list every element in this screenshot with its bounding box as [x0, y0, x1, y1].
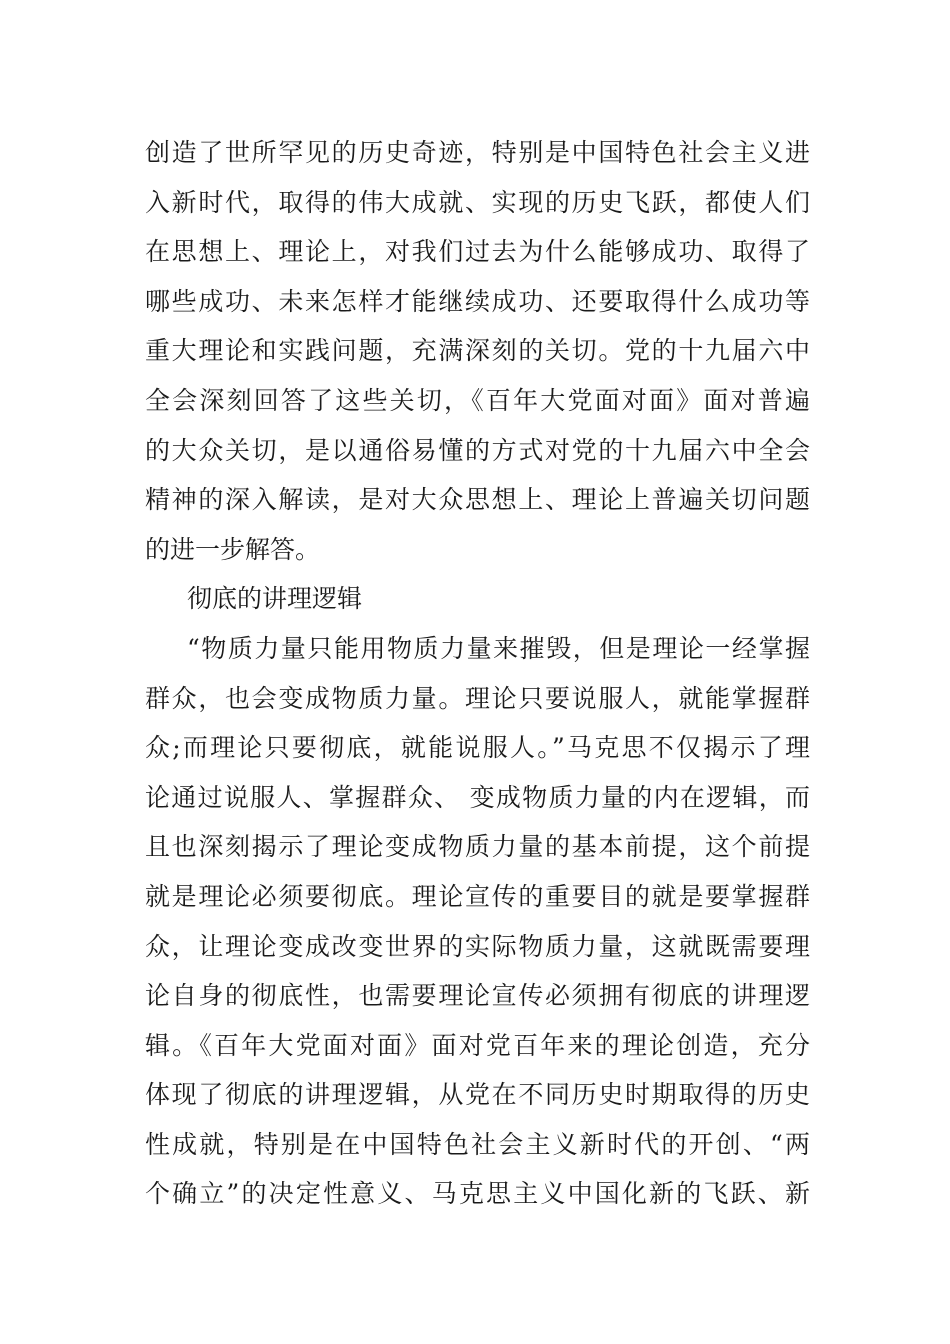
paragraph-line: 众，让理论变成改变世界的实际物质力量，这就既需要理 [145, 931, 810, 961]
paragraph-line: 哪些成功、未来怎样才能继续成功、还要取得什么成功等 [145, 286, 810, 316]
paragraph-line: 就是理论必须要彻底。理论宣传的重要目的就是要掌握群 [145, 881, 810, 911]
paragraph-line: 全会深刻回答了这些关切，《百年大党面对面》面对普遍 [145, 385, 810, 415]
section-heading: 彻底的讲理逻辑 [187, 584, 363, 614]
paragraph-line: 论通过说服人、掌握群众、 变成物质力量的内在逻辑，而 [145, 782, 810, 812]
paragraph-line: 群众，也会变成物质力量。理论只要说服人，就能掌握群 [145, 683, 810, 713]
paragraph-line: 入新时代，取得的伟大成就、实现的历史飞跃，都使人们 [145, 187, 810, 217]
paragraph-line: “物质力量只能用物质力量来摧毁，但是理论一经掌握 [187, 633, 810, 663]
paragraph-line: 的大众关切，是以通俗易懂的方式对党的十九届六中全会 [145, 435, 810, 465]
paragraph-line: 性成就，特别是在中国特色社会主义新时代的开创、“两 [145, 1129, 810, 1159]
paragraph-line: 在思想上、理论上，对我们过去为什么能够成功、取得了 [145, 237, 810, 267]
paragraph-line: 且也深刻揭示了理论变成物质力量的基本前提，这个前提 [145, 832, 810, 862]
paragraph-line: 重大理论和实践问题，充满深刻的关切。党的十九届六中 [145, 336, 810, 366]
paragraph-line: 创造了世所罕见的历史奇迹，特别是中国特色社会主义进 [145, 138, 810, 167]
document-body [145, 128, 810, 1219]
paragraph-line: 众;而理论只要彻底，就能说服人。”马克思不仅揭示了理 [145, 733, 810, 763]
paragraph-line: 的进一步解答。 [145, 534, 321, 564]
paragraph-line: 体现了彻底的讲理逻辑，从党在不同历史时期取得的历史 [145, 1080, 810, 1110]
paragraph-line: 精神的深入解读，是对大众思想上、理论上普遍关切问题 [145, 485, 810, 515]
paragraph-line: 辑。《百年大党面对面》面对党百年来的理论创造，充分 [145, 1030, 810, 1060]
paragraph-line: 论自身的彻底性，也需要理论宣传必须拥有彻底的讲理逻 [145, 981, 810, 1011]
paragraph-2 [145, 624, 810, 1219]
paragraph-1 [145, 128, 810, 574]
paragraph-line: 个确立”的决定性意义、马克思主义中国化新的飞跃、新 [145, 1179, 810, 1209]
